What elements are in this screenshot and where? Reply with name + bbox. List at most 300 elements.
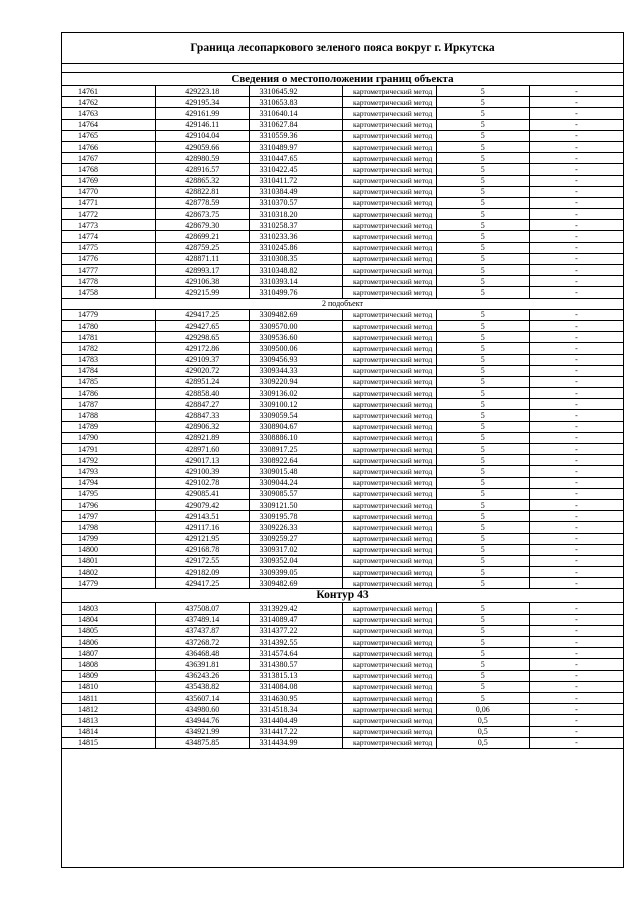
method-cell: картометрический метод: [343, 704, 437, 715]
point-number-cell: 14805: [62, 625, 156, 636]
description-cell: -: [530, 648, 624, 659]
x-coordinate-cell: 434921.99: [156, 726, 250, 737]
accuracy-cell: 5: [436, 578, 530, 589]
method-cell: картометрический метод: [343, 320, 437, 331]
description-cell: -: [530, 544, 624, 555]
table-row: [62, 320, 623, 331]
point-number-cell: 14765: [62, 130, 156, 141]
table-row: [62, 692, 623, 703]
x-coordinate-cell: 437268.72: [156, 637, 250, 648]
point-number-cell: 14775: [62, 242, 156, 253]
y-coordinate-cell: 3308904.67: [249, 421, 343, 432]
method-cell: картометрический метод: [343, 410, 437, 421]
accuracy-cell: 5: [436, 231, 530, 242]
y-coordinate-cell: 3314404.49: [249, 715, 343, 726]
description-cell: -: [530, 399, 624, 410]
point-number-cell: 14807: [62, 648, 156, 659]
accuracy-cell: 5: [436, 555, 530, 566]
method-cell: картометрический метод: [343, 175, 437, 186]
point-number-cell: 14766: [62, 141, 156, 152]
table-row: [62, 287, 623, 298]
accuracy-cell: 5: [436, 175, 530, 186]
method-cell: картометрический метод: [343, 153, 437, 164]
y-coordinate-cell: 3309482.69: [249, 309, 343, 320]
method-cell: картометрический метод: [343, 444, 437, 455]
description-cell: -: [530, 130, 624, 141]
y-coordinate-cell: 3309136.02: [249, 388, 343, 399]
table-row: [62, 376, 623, 387]
description-cell: -: [530, 376, 624, 387]
table-row: [62, 276, 623, 287]
table-row: [62, 220, 623, 231]
description-cell: -: [530, 287, 624, 298]
point-number-cell: 14802: [62, 567, 156, 578]
description-cell: -: [530, 197, 624, 208]
point-number-cell: 14799: [62, 533, 156, 544]
description-cell: -: [530, 421, 624, 432]
description-cell: -: [530, 499, 624, 510]
method-cell: картометрический метод: [343, 544, 437, 555]
y-coordinate-cell: 3309226.33: [249, 522, 343, 533]
method-cell: картометрический метод: [343, 567, 437, 578]
y-coordinate-cell: 3309259.27: [249, 533, 343, 544]
y-coordinate-cell: 3310640.14: [249, 108, 343, 119]
point-number-cell: 14785: [62, 376, 156, 387]
x-coordinate-cell: 429117.16: [156, 522, 250, 533]
x-coordinate-cell: 434875.85: [156, 737, 250, 748]
table-row: [62, 511, 623, 522]
y-coordinate-cell: 3310627.84: [249, 119, 343, 130]
y-coordinate-cell: 3314518.34: [249, 704, 343, 715]
table-row: [62, 365, 623, 376]
y-coordinate-cell: 3309220.94: [249, 376, 343, 387]
accuracy-cell: 5: [436, 637, 530, 648]
accuracy-cell: 5: [436, 130, 530, 141]
description-cell: -: [530, 231, 624, 242]
table-row: [62, 209, 623, 220]
description-cell: -: [530, 108, 624, 119]
x-coordinate-cell: 435607.14: [156, 692, 250, 703]
table-row: [62, 603, 623, 614]
table-row: [62, 242, 623, 253]
description-cell: -: [530, 119, 624, 130]
accuracy-cell: 0,5: [436, 737, 530, 748]
point-number-cell: 14792: [62, 455, 156, 466]
y-coordinate-cell: 3314089.47: [249, 614, 343, 625]
accuracy-cell: 5: [436, 197, 530, 208]
coordinates-table: [62, 73, 623, 749]
method-cell: картометрический метод: [343, 715, 437, 726]
description-cell: -: [530, 153, 624, 164]
title-spacer: [62, 64, 623, 73]
accuracy-cell: 5: [436, 376, 530, 387]
y-coordinate-cell: 3308917.25: [249, 444, 343, 455]
y-coordinate-cell: 3310411.72: [249, 175, 343, 186]
description-cell: -: [530, 365, 624, 376]
y-coordinate-cell: 3308922.64: [249, 455, 343, 466]
accuracy-cell: 5: [436, 97, 530, 108]
description-cell: -: [530, 488, 624, 499]
table-row: [62, 488, 623, 499]
method-cell: картометрический метод: [343, 119, 437, 130]
table-row: [62, 265, 623, 276]
description-cell: -: [530, 253, 624, 264]
description-cell: -: [530, 320, 624, 331]
y-coordinate-cell: 3314574.64: [249, 648, 343, 659]
x-coordinate-cell: 436243.26: [156, 670, 250, 681]
table-row: [62, 343, 623, 354]
accuracy-cell: 5: [436, 242, 530, 253]
table-row: [62, 410, 623, 421]
y-coordinate-cell: 3310393.14: [249, 276, 343, 287]
table-row: [62, 625, 623, 636]
method-cell: картометрический метод: [343, 242, 437, 253]
table-row: [62, 715, 623, 726]
description-cell: -: [530, 332, 624, 343]
method-cell: картометрический метод: [343, 276, 437, 287]
y-coordinate-cell: 3309352.04: [249, 555, 343, 566]
accuracy-cell: 5: [436, 410, 530, 421]
subobject-label: 2 подобъект: [62, 298, 623, 309]
point-number-cell: 14815: [62, 737, 156, 748]
accuracy-cell: 5: [436, 477, 530, 488]
accuracy-cell: 5: [436, 86, 530, 97]
table-row: [62, 466, 623, 477]
point-number-cell: 14779: [62, 578, 156, 589]
method-cell: картометрический метод: [343, 692, 437, 703]
method-cell: картометрический метод: [343, 477, 437, 488]
method-cell: картометрический метод: [343, 466, 437, 477]
x-coordinate-cell: 428980.59: [156, 153, 250, 164]
accuracy-cell: 5: [436, 220, 530, 231]
accuracy-cell: 5: [436, 455, 530, 466]
point-number-cell: 14776: [62, 253, 156, 264]
accuracy-cell: 0,06: [436, 704, 530, 715]
point-number-cell: 14809: [62, 670, 156, 681]
section-header: Сведения о местоположении границ объекта: [62, 73, 623, 86]
point-number-cell: 14767: [62, 153, 156, 164]
x-coordinate-cell: 428993.17: [156, 265, 250, 276]
point-number-cell: 14796: [62, 499, 156, 510]
table-row: [62, 681, 623, 692]
y-coordinate-cell: 3309482.69: [249, 578, 343, 589]
x-coordinate-cell: 429121.95: [156, 533, 250, 544]
accuracy-cell: 5: [436, 659, 530, 670]
y-coordinate-cell: 3310489.97: [249, 141, 343, 152]
description-cell: -: [530, 186, 624, 197]
accuracy-cell: 5: [436, 466, 530, 477]
method-cell: картометрический метод: [343, 343, 437, 354]
point-number-cell: 14787: [62, 399, 156, 410]
method-cell: картометрический метод: [343, 625, 437, 636]
y-coordinate-cell: 3309536.60: [249, 332, 343, 343]
x-coordinate-cell: 437508.07: [156, 603, 250, 614]
table-row: [62, 522, 623, 533]
method-cell: картометрический метод: [343, 253, 437, 264]
point-number-cell: 14771: [62, 197, 156, 208]
description-cell: -: [530, 455, 624, 466]
x-coordinate-cell: 429017.13: [156, 455, 250, 466]
x-coordinate-cell: 429223.18: [156, 86, 250, 97]
description-cell: -: [530, 265, 624, 276]
x-coordinate-cell: 429100.39: [156, 466, 250, 477]
table-row: [62, 704, 623, 715]
method-cell: картометрический метод: [343, 332, 437, 343]
accuracy-cell: 5: [436, 488, 530, 499]
table-row: [62, 533, 623, 544]
accuracy-cell: 5: [436, 141, 530, 152]
point-number-cell: 14810: [62, 681, 156, 692]
table-row: [62, 432, 623, 443]
accuracy-cell: 5: [436, 119, 530, 130]
method-cell: картометрический метод: [343, 220, 437, 231]
description-cell: -: [530, 578, 624, 589]
description-cell: -: [530, 343, 624, 354]
y-coordinate-cell: 3314630.95: [249, 692, 343, 703]
description-cell: -: [530, 209, 624, 220]
x-coordinate-cell: 429417.25: [156, 309, 250, 320]
point-number-cell: 14764: [62, 119, 156, 130]
accuracy-cell: 5: [436, 332, 530, 343]
x-coordinate-cell: 428916.57: [156, 164, 250, 175]
description-cell: -: [530, 533, 624, 544]
table-row: [62, 614, 623, 625]
table-row: [62, 670, 623, 681]
accuracy-cell: 5: [436, 614, 530, 625]
point-number-cell: 14786: [62, 388, 156, 399]
point-number-cell: 14762: [62, 97, 156, 108]
table-row: [62, 421, 623, 432]
method-cell: картометрический метод: [343, 614, 437, 625]
x-coordinate-cell: 428673.75: [156, 209, 250, 220]
description-cell: -: [530, 637, 624, 648]
y-coordinate-cell: 3310559.36: [249, 130, 343, 141]
y-coordinate-cell: 3309059.54: [249, 410, 343, 421]
point-number-cell: 14779: [62, 309, 156, 320]
subobject-label-row: [62, 298, 623, 309]
table-row: [62, 737, 623, 748]
accuracy-cell: 5: [436, 320, 530, 331]
y-coordinate-cell: 3309500.06: [249, 343, 343, 354]
description-cell: -: [530, 737, 624, 748]
point-number-cell: 14814: [62, 726, 156, 737]
method-cell: картометрический метод: [343, 421, 437, 432]
point-number-cell: 14800: [62, 544, 156, 555]
contour-label: Контур 43: [62, 589, 623, 603]
point-number-cell: 14769: [62, 175, 156, 186]
table-row: [62, 86, 623, 97]
method-cell: картометрический метод: [343, 432, 437, 443]
x-coordinate-cell: 428921.89: [156, 432, 250, 443]
description-cell: -: [530, 692, 624, 703]
point-number-cell: 14798: [62, 522, 156, 533]
method-cell: картометрический метод: [343, 737, 437, 748]
x-coordinate-cell: 428679.30: [156, 220, 250, 231]
y-coordinate-cell: 3309399.05: [249, 567, 343, 578]
description-cell: -: [530, 175, 624, 186]
x-coordinate-cell: 434980.60: [156, 704, 250, 715]
accuracy-cell: 5: [436, 399, 530, 410]
y-coordinate-cell: 3310645.92: [249, 86, 343, 97]
y-coordinate-cell: 3314434.99: [249, 737, 343, 748]
table-row: [62, 186, 623, 197]
y-coordinate-cell: 3310318.20: [249, 209, 343, 220]
description-cell: -: [530, 97, 624, 108]
table-row: [62, 659, 623, 670]
accuracy-cell: 5: [436, 648, 530, 659]
accuracy-cell: 5: [436, 499, 530, 510]
description-cell: -: [530, 141, 624, 152]
point-number-cell: 14770: [62, 186, 156, 197]
x-coordinate-cell: 429172.86: [156, 343, 250, 354]
point-number-cell: 14803: [62, 603, 156, 614]
accuracy-cell: 5: [436, 287, 530, 298]
table-row: [62, 499, 623, 510]
x-coordinate-cell: 429417.25: [156, 578, 250, 589]
accuracy-cell: 5: [436, 164, 530, 175]
accuracy-cell: 5: [436, 533, 530, 544]
x-coordinate-cell: 437489.14: [156, 614, 250, 625]
method-cell: картометрический метод: [343, 197, 437, 208]
y-coordinate-cell: 3309456.93: [249, 354, 343, 365]
point-number-cell: 14780: [62, 320, 156, 331]
accuracy-cell: 5: [436, 511, 530, 522]
y-coordinate-cell: 3310348.82: [249, 265, 343, 276]
method-cell: картометрический метод: [343, 164, 437, 175]
y-coordinate-cell: 3308886.10: [249, 432, 343, 443]
point-number-cell: 14777: [62, 265, 156, 276]
method-cell: картометрический метод: [343, 578, 437, 589]
y-coordinate-cell: 3309100.12: [249, 399, 343, 410]
y-coordinate-cell: 3310233.36: [249, 231, 343, 242]
method-cell: картометрический метод: [343, 637, 437, 648]
point-number-cell: 14808: [62, 659, 156, 670]
method-cell: картометрический метод: [343, 670, 437, 681]
y-coordinate-cell: 3309044.24: [249, 477, 343, 488]
point-number-cell: 14801: [62, 555, 156, 566]
y-coordinate-cell: 3309317.02: [249, 544, 343, 555]
accuracy-cell: 5: [436, 567, 530, 578]
point-number-cell: 14763: [62, 108, 156, 119]
method-cell: картометрический метод: [343, 354, 437, 365]
table-row: [62, 130, 623, 141]
method-cell: картометрический метод: [343, 681, 437, 692]
x-coordinate-cell: 428847.27: [156, 399, 250, 410]
method-cell: картометрический метод: [343, 108, 437, 119]
accuracy-cell: 5: [436, 522, 530, 533]
accuracy-cell: 5: [436, 186, 530, 197]
description-cell: -: [530, 511, 624, 522]
table-row: [62, 309, 623, 320]
y-coordinate-cell: 3314377.22: [249, 625, 343, 636]
x-coordinate-cell: 429059.66: [156, 141, 250, 152]
method-cell: картометрический метод: [343, 309, 437, 320]
x-coordinate-cell: 434944.76: [156, 715, 250, 726]
y-coordinate-cell: 3309195.78: [249, 511, 343, 522]
y-coordinate-cell: 3310370.57: [249, 197, 343, 208]
point-number-cell: 14812: [62, 704, 156, 715]
description-cell: -: [530, 220, 624, 231]
method-cell: картометрический метод: [343, 141, 437, 152]
table-row: [62, 231, 623, 242]
point-number-cell: 14783: [62, 354, 156, 365]
accuracy-cell: 5: [436, 681, 530, 692]
description-cell: -: [530, 625, 624, 636]
description-cell: -: [530, 670, 624, 681]
description-cell: -: [530, 522, 624, 533]
accuracy-cell: 5: [436, 276, 530, 287]
x-coordinate-cell: 428847.33: [156, 410, 250, 421]
y-coordinate-cell: 3309121.50: [249, 499, 343, 510]
description-cell: -: [530, 276, 624, 287]
table-row: [62, 637, 623, 648]
method-cell: картометрический метод: [343, 97, 437, 108]
accuracy-cell: 5: [436, 253, 530, 264]
table-row: [62, 578, 623, 589]
y-coordinate-cell: 3314084.08: [249, 681, 343, 692]
accuracy-cell: 0,5: [436, 726, 530, 737]
description-cell: -: [530, 704, 624, 715]
y-coordinate-cell: 3314417.22: [249, 726, 343, 737]
x-coordinate-cell: 429020.72: [156, 365, 250, 376]
y-coordinate-cell: 3310258.37: [249, 220, 343, 231]
x-coordinate-cell: 429172.55: [156, 555, 250, 566]
table-row: [62, 455, 623, 466]
accuracy-cell: 5: [436, 625, 530, 636]
accuracy-cell: 5: [436, 421, 530, 432]
x-coordinate-cell: 429427.65: [156, 320, 250, 331]
method-cell: картометрический метод: [343, 522, 437, 533]
x-coordinate-cell: 428865.32: [156, 175, 250, 186]
method-cell: картометрический метод: [343, 287, 437, 298]
accuracy-cell: 5: [436, 209, 530, 220]
method-cell: картометрический метод: [343, 130, 437, 141]
description-cell: -: [530, 466, 624, 477]
document-frame: [61, 32, 624, 868]
y-coordinate-cell: 3310499.76: [249, 287, 343, 298]
point-number-cell: 14774: [62, 231, 156, 242]
y-coordinate-cell: 3310422.45: [249, 164, 343, 175]
table-row: [62, 544, 623, 555]
y-coordinate-cell: 3309085.57: [249, 488, 343, 499]
accuracy-cell: 5: [436, 670, 530, 681]
y-coordinate-cell: 3310245.86: [249, 242, 343, 253]
y-coordinate-cell: 3314392.55: [249, 637, 343, 648]
point-number-cell: 14758: [62, 287, 156, 298]
accuracy-cell: 5: [436, 544, 530, 555]
point-number-cell: 14791: [62, 444, 156, 455]
y-coordinate-cell: 3310308.35: [249, 253, 343, 264]
point-number-cell: 14806: [62, 637, 156, 648]
point-number-cell: 14788: [62, 410, 156, 421]
description-cell: -: [530, 614, 624, 625]
table-row: [62, 567, 623, 578]
accuracy-cell: 5: [436, 432, 530, 443]
x-coordinate-cell: 429079.42: [156, 499, 250, 510]
x-coordinate-cell: 428778.59: [156, 197, 250, 208]
description-cell: -: [530, 603, 624, 614]
y-coordinate-cell: 3313815.13: [249, 670, 343, 681]
x-coordinate-cell: 429215.99: [156, 287, 250, 298]
description-cell: -: [530, 715, 624, 726]
y-coordinate-cell: 3313929.42: [249, 603, 343, 614]
description-cell: -: [530, 309, 624, 320]
description-cell: -: [530, 555, 624, 566]
description-cell: -: [530, 86, 624, 97]
method-cell: картометрический метод: [343, 265, 437, 276]
description-cell: -: [530, 354, 624, 365]
y-coordinate-cell: 3310447.65: [249, 153, 343, 164]
